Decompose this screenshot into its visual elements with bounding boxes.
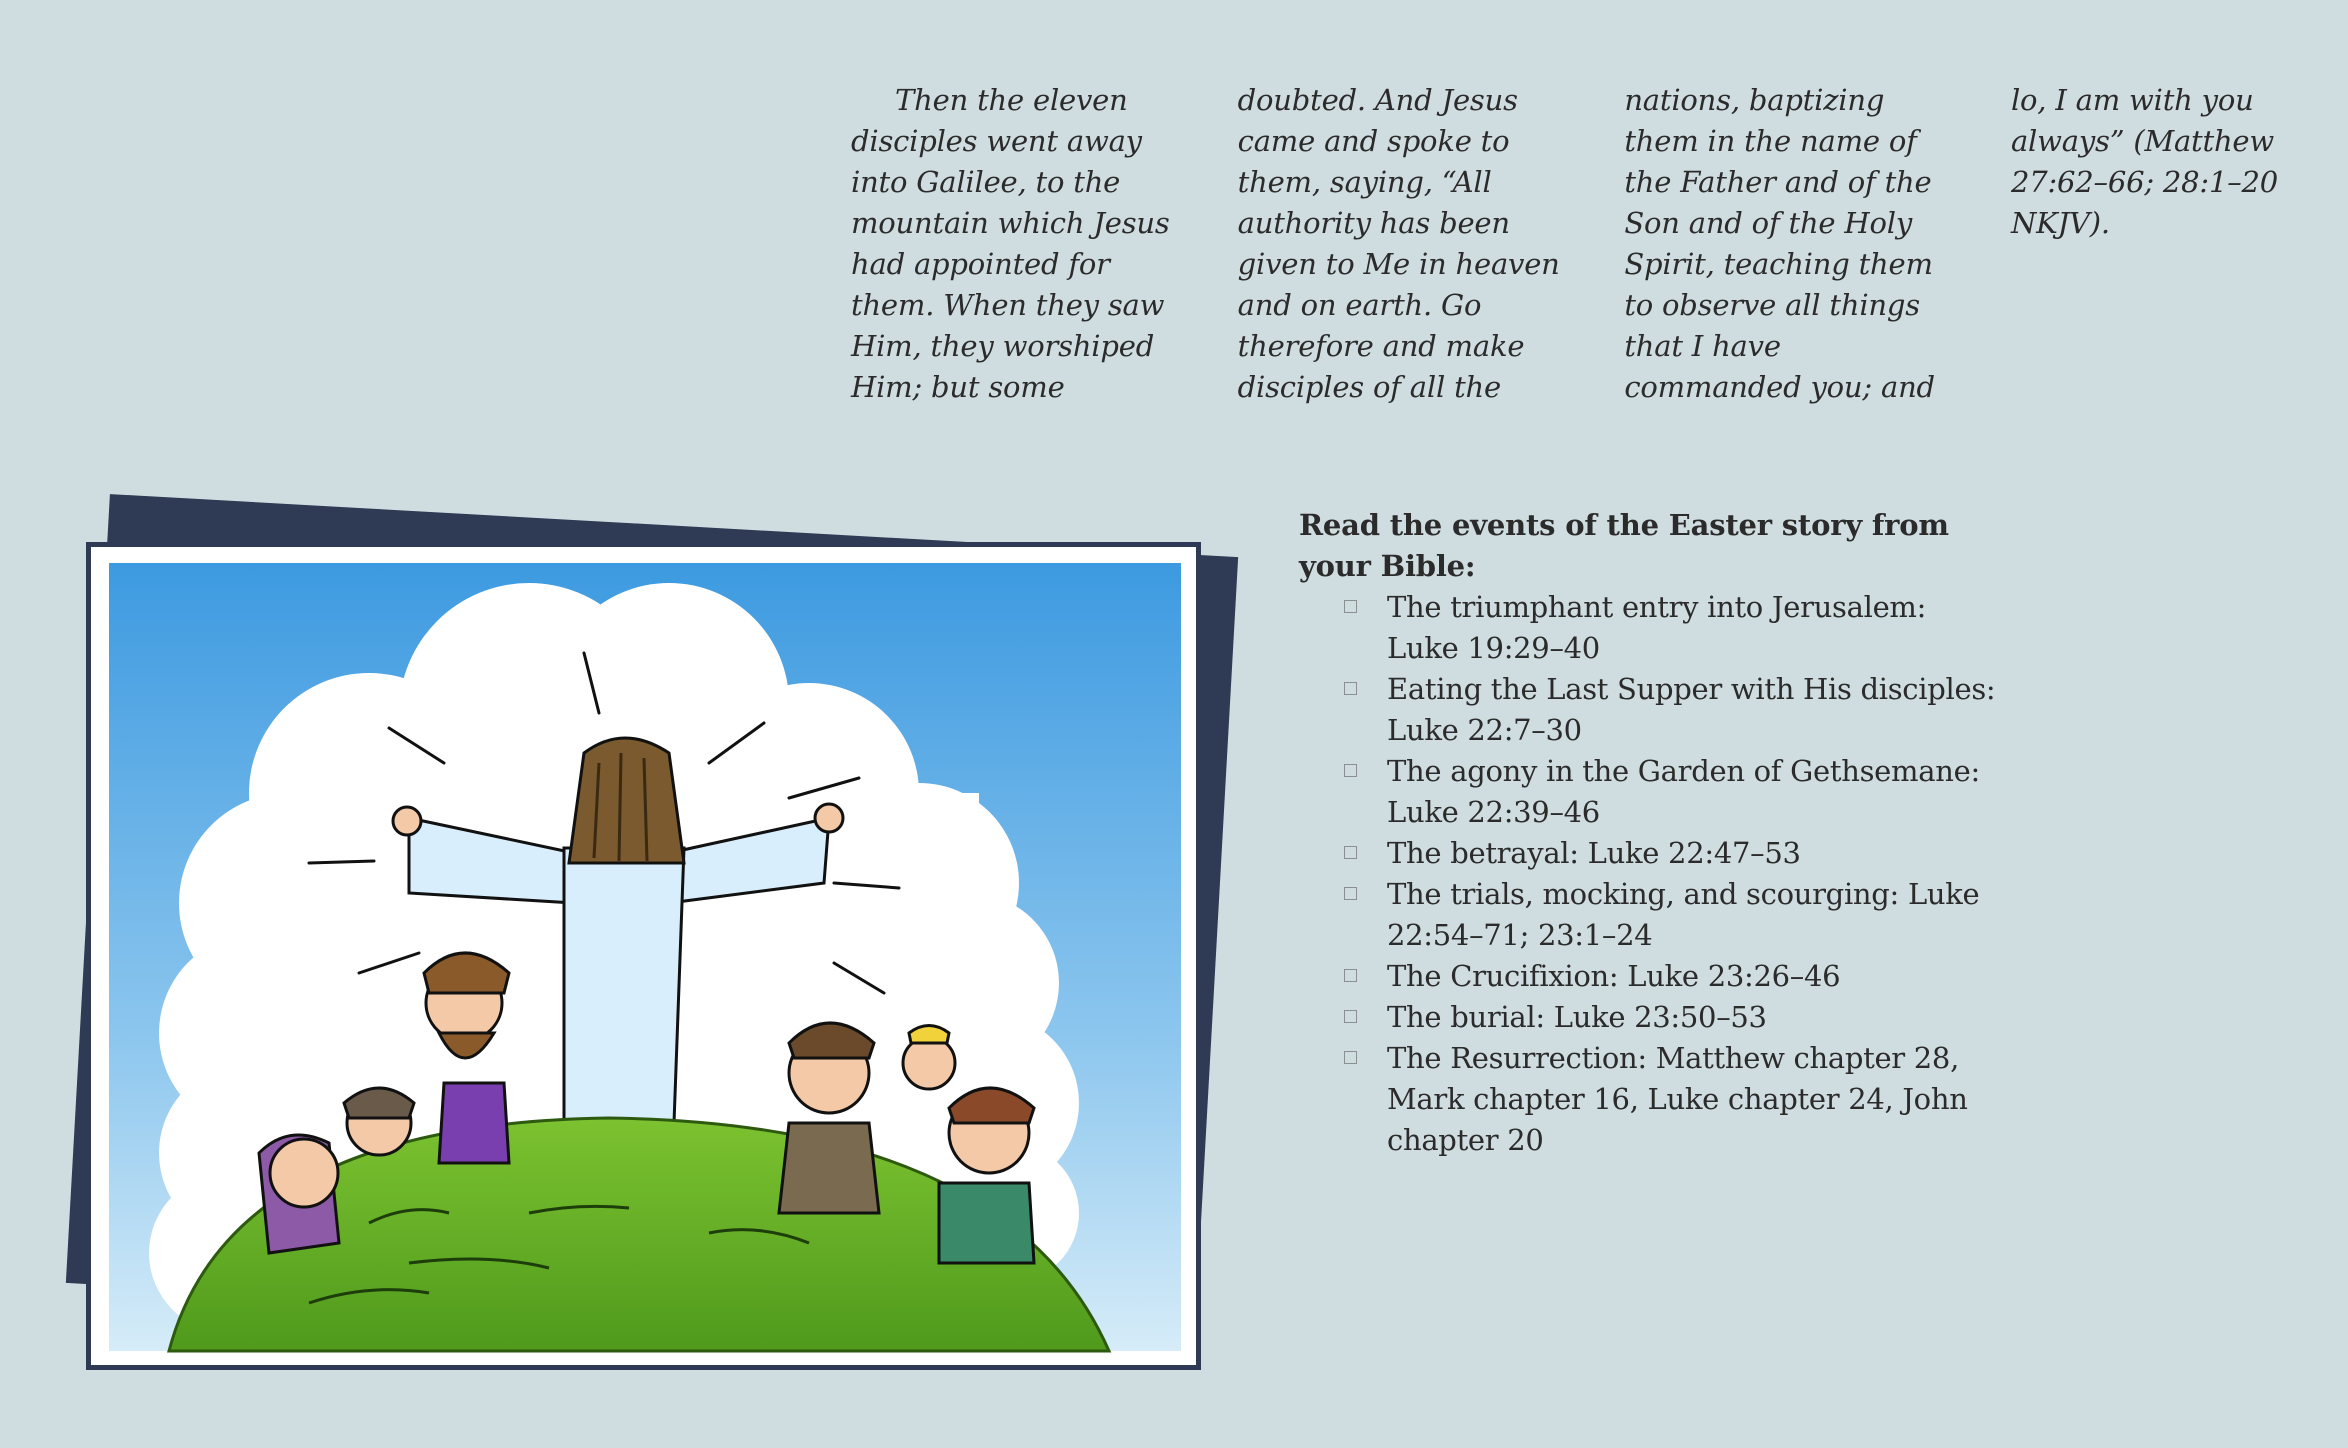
checkbox-icon[interactable] (1344, 764, 1357, 777)
checklist-item-label: Eating the Last Supper with His disciples: Luke 22:7–30 (1387, 672, 1996, 747)
checkbox-icon[interactable] (1344, 1051, 1357, 1064)
checklist-item (1344, 751, 1999, 833)
checklist-heading: Read the events of the Easter story from your Bible: (1299, 508, 1949, 583)
checklist-item-label: The Resurrection: Matthew chapter 28, Mark chapter 16, Luke chapter 24, John chapter 20 (1387, 1041, 1968, 1157)
checklist (1299, 587, 1999, 1161)
checklist-item (1344, 1038, 1999, 1161)
checklist-item (1344, 874, 1999, 956)
checkbox-icon[interactable] (1344, 682, 1357, 695)
checkbox-icon[interactable] (1344, 600, 1357, 613)
checkbox-icon[interactable] (1344, 846, 1357, 859)
checklist-item-label: The burial: Luke 23:50–53 (1387, 1000, 1767, 1034)
checklist-item-label: The betrayal: Luke 22:47–53 (1387, 836, 1801, 870)
scripture-text: Then the eleven disciples went away into Galilee, to the mountain which Jesus had appointed for them. When they saw Him, they worshiped Him; but some doubted. And Jesus came and spoke to them, saying, “All authority has been given to Me in heaven and on earth. Go therefore and make disciples of all the nations, baptizing them in the name of the Father and of the Son and of the Holy Spirit, teaching them to observe all things that I have commanded you; and lo, I am with you always” (Matthew 27:62–66; 28:1–20 NKJV). (851, 83, 2279, 404)
checkbox-icon[interactable] (1344, 969, 1357, 982)
checklist-item (1344, 669, 1999, 751)
checklist-item-label: The trials, mocking, and scourging: Luke 22:54–71; 23:1–24 (1387, 877, 1980, 952)
checklist-item-label: The agony in the Garden of Gethsemane: Luke 22:39–46 (1387, 754, 1980, 829)
easter-events-checklist (1299, 505, 1999, 1161)
illustration-frame (86, 542, 1201, 1370)
checkbox-icon[interactable] (1344, 887, 1357, 900)
checklist-item (1344, 997, 1999, 1038)
checklist-item-label: The triumphant entry into Jerusalem: Luke 19:29–40 (1387, 590, 1927, 665)
checklist-item-label: The Crucifixion: Luke 23:26–46 (1387, 959, 1841, 993)
checklist-item (1344, 833, 1999, 874)
checkbox-icon[interactable] (1344, 1010, 1357, 1023)
checklist-item (1344, 587, 1999, 669)
cartoon-jesus-disciples-illustration (109, 563, 1181, 1351)
checklist-item (1344, 956, 1999, 997)
